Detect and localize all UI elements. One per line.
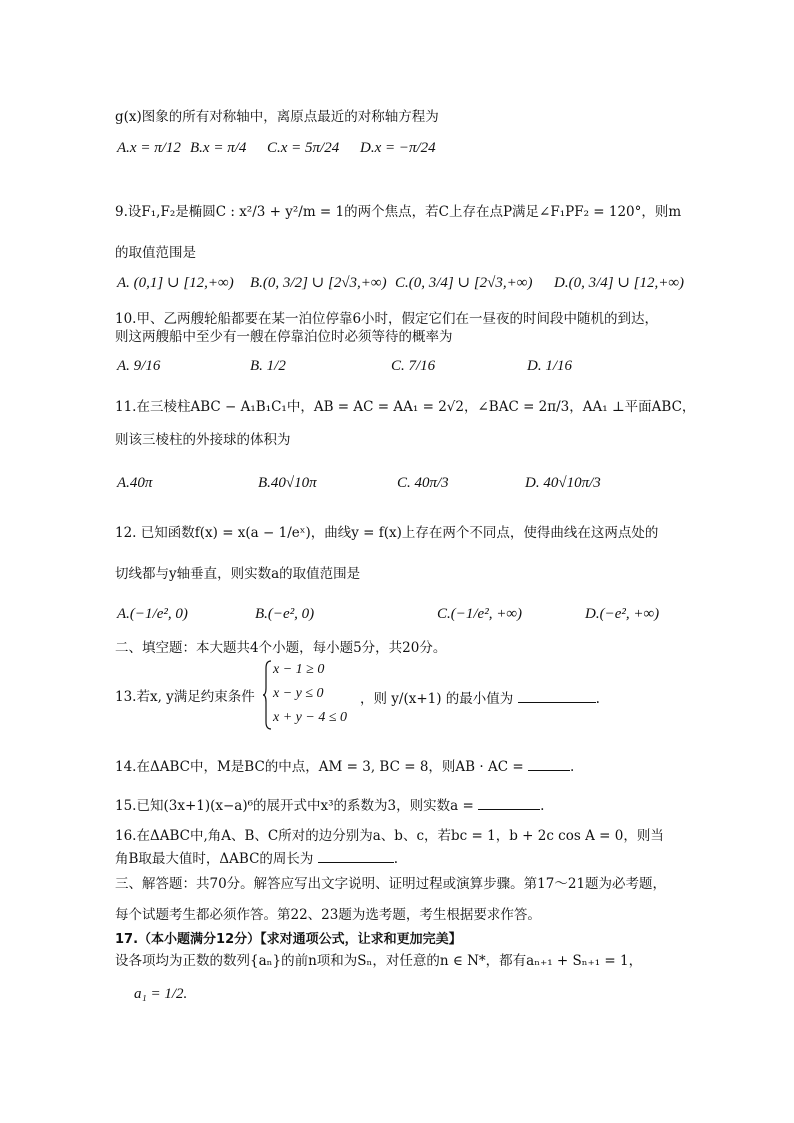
question-8-stem (115, 108, 439, 126)
question-15: 15.已知(3x+1)(x−a)⁶的展开式中x³的系数为3，则实数a = . (115, 795, 544, 815)
question-11-line-1: 11.在三棱柱ABC − A₁B₁C₁中，AB = AC = AA₁ = 2√2，∠BAC = 2π/3，AA₁ ⊥平面ABC， (115, 399, 696, 415)
option-d: D.(−e², +∞) (585, 606, 660, 622)
answer-blank[interactable] (478, 795, 540, 810)
option-c: C.(0, 3/4] ∪ [2√3,+∞) (395, 275, 533, 291)
section-3-line-1: 三、解答题：共70分。解答应写出文字说明、证明过程或演算步骤。第17～21题为必考题， (115, 876, 667, 892)
answer-blank[interactable] (518, 688, 596, 703)
section-3-line-2: 每个试题考生都必须作答。第22、23题为选考题，考生根据要求作答。 (115, 907, 541, 923)
answer-blank[interactable] (528, 756, 570, 771)
option-a: A.40π (117, 475, 153, 491)
option-c: C.(−1/e², +∞) (437, 606, 523, 622)
constraint-3: x + y − 4 ≤ 0 (273, 710, 348, 725)
option-d: D.x = −π/24 (360, 140, 436, 156)
question-13-suffix: ，则 y/(x+1) 的最小值为 . (360, 688, 600, 708)
option-b: B.40√10π (258, 475, 317, 491)
option-a: A.(−1/e², 0) (117, 606, 188, 622)
constraint-2: x − y ≤ 0 (273, 686, 324, 701)
question-16-line-2-text: 角B取最大值时，ΔABC的周长为 (115, 851, 314, 867)
option-b: B. 1/2 (250, 358, 286, 374)
left-brace-icon (262, 660, 272, 730)
question-16-line-2: 角B取最大值时，ΔABC的周长为 . (115, 848, 398, 868)
option-a: A.x = π/12 (117, 140, 181, 156)
question-17-header: 17.（本小题满分12分）【求对通项公式，让求和更加完美】 (115, 932, 462, 947)
question-12-line-1: 12. 已知函数f(x) = x(a − 1/eˣ)，曲线y = f(x)上存在两个不同点，使得曲线在这两点处的 (115, 525, 659, 541)
question-12-line-2: 切线都与y轴垂直，则实数a的取值范围是 (115, 566, 361, 582)
option-d: D.(0, 3/4] ∪ [12,+∞) (554, 275, 685, 291)
option-d: D. 1/16 (527, 358, 572, 374)
option-b: B.x = π/4 (190, 140, 247, 156)
question-11-line-2: 则该三棱柱的外接球的体积为 (115, 432, 291, 448)
question-13-suffix-text: ，则 y/(x+1) 的最小值为 (360, 691, 514, 707)
question-17-line-1: 设各项均为正数的数列{aₙ}的前n项和为Sₙ，对任意的n ∈ N*，都有aₙ₊₁ + Sₙ₊₁ = 1， (115, 953, 643, 969)
question-14-text: 14.在ΔABC中，M是BC的中点，AM = 3, BC = 8，则AB · AC = (115, 759, 524, 775)
question-16-line-1: 16.在ΔABC中,角A、B、C所对的边分别为a、b、c，若bc = 1，b + 2c cos A = 0，则当 (115, 828, 664, 844)
question-9-line-1: 9.设F₁,F₂是椭圆C : x²/3 + y²/m = 1的两个焦点，若C上存在点P满足∠F₁PF₂ = 120°，则m (115, 204, 682, 220)
question-9-line-2: 的取值范围是 (115, 245, 196, 261)
option-a: A. 9/16 (117, 358, 161, 374)
option-c: C. 7/16 (391, 358, 436, 374)
section-2-heading: 二、填空题：本大题共4个小题，每小题5分，共20分。 (115, 640, 447, 656)
question-17-line-2: a₁ = 1/2. (134, 986, 188, 1002)
question-10-line-2: 则这两艘船中至少有一艘在停靠泊位时必须等待的概率为 (115, 329, 453, 345)
answer-blank[interactable] (318, 848, 394, 863)
question-15-text: 15.已知(3x+1)(x−a)⁶的展开式中x³的系数为3，则实数a = (115, 798, 474, 814)
option-b: B.(−e², 0) (255, 606, 315, 622)
option-d: D. 40√10π/3 (525, 475, 601, 491)
option-c: C. 40π/3 (397, 475, 449, 491)
question-13-prefix: 13.若x, y满足约束条件 (115, 689, 255, 705)
question-8-stem-text: g(x)图象的所有对称轴中，离原点最近的对称轴方程为 (115, 109, 439, 125)
option-a: A. (0,1] ∪ [12,+∞) (117, 275, 234, 291)
constraint-1: x − 1 ≥ 0 (273, 662, 325, 677)
question-10-line-1: 10.甲、乙两艘轮船都要在某一泊位停靠6小时，假定它们在一昼夜的时间段中随机的到达， (115, 311, 659, 327)
question-14: 14.在ΔABC中，M是BC的中点，AM = 3, BC = 8，则AB · AC = . (115, 756, 574, 776)
option-c: C.x = 5π/24 (267, 140, 340, 156)
option-b: B.(0, 3/2] ∪ [2√3,+∞) (250, 275, 387, 291)
